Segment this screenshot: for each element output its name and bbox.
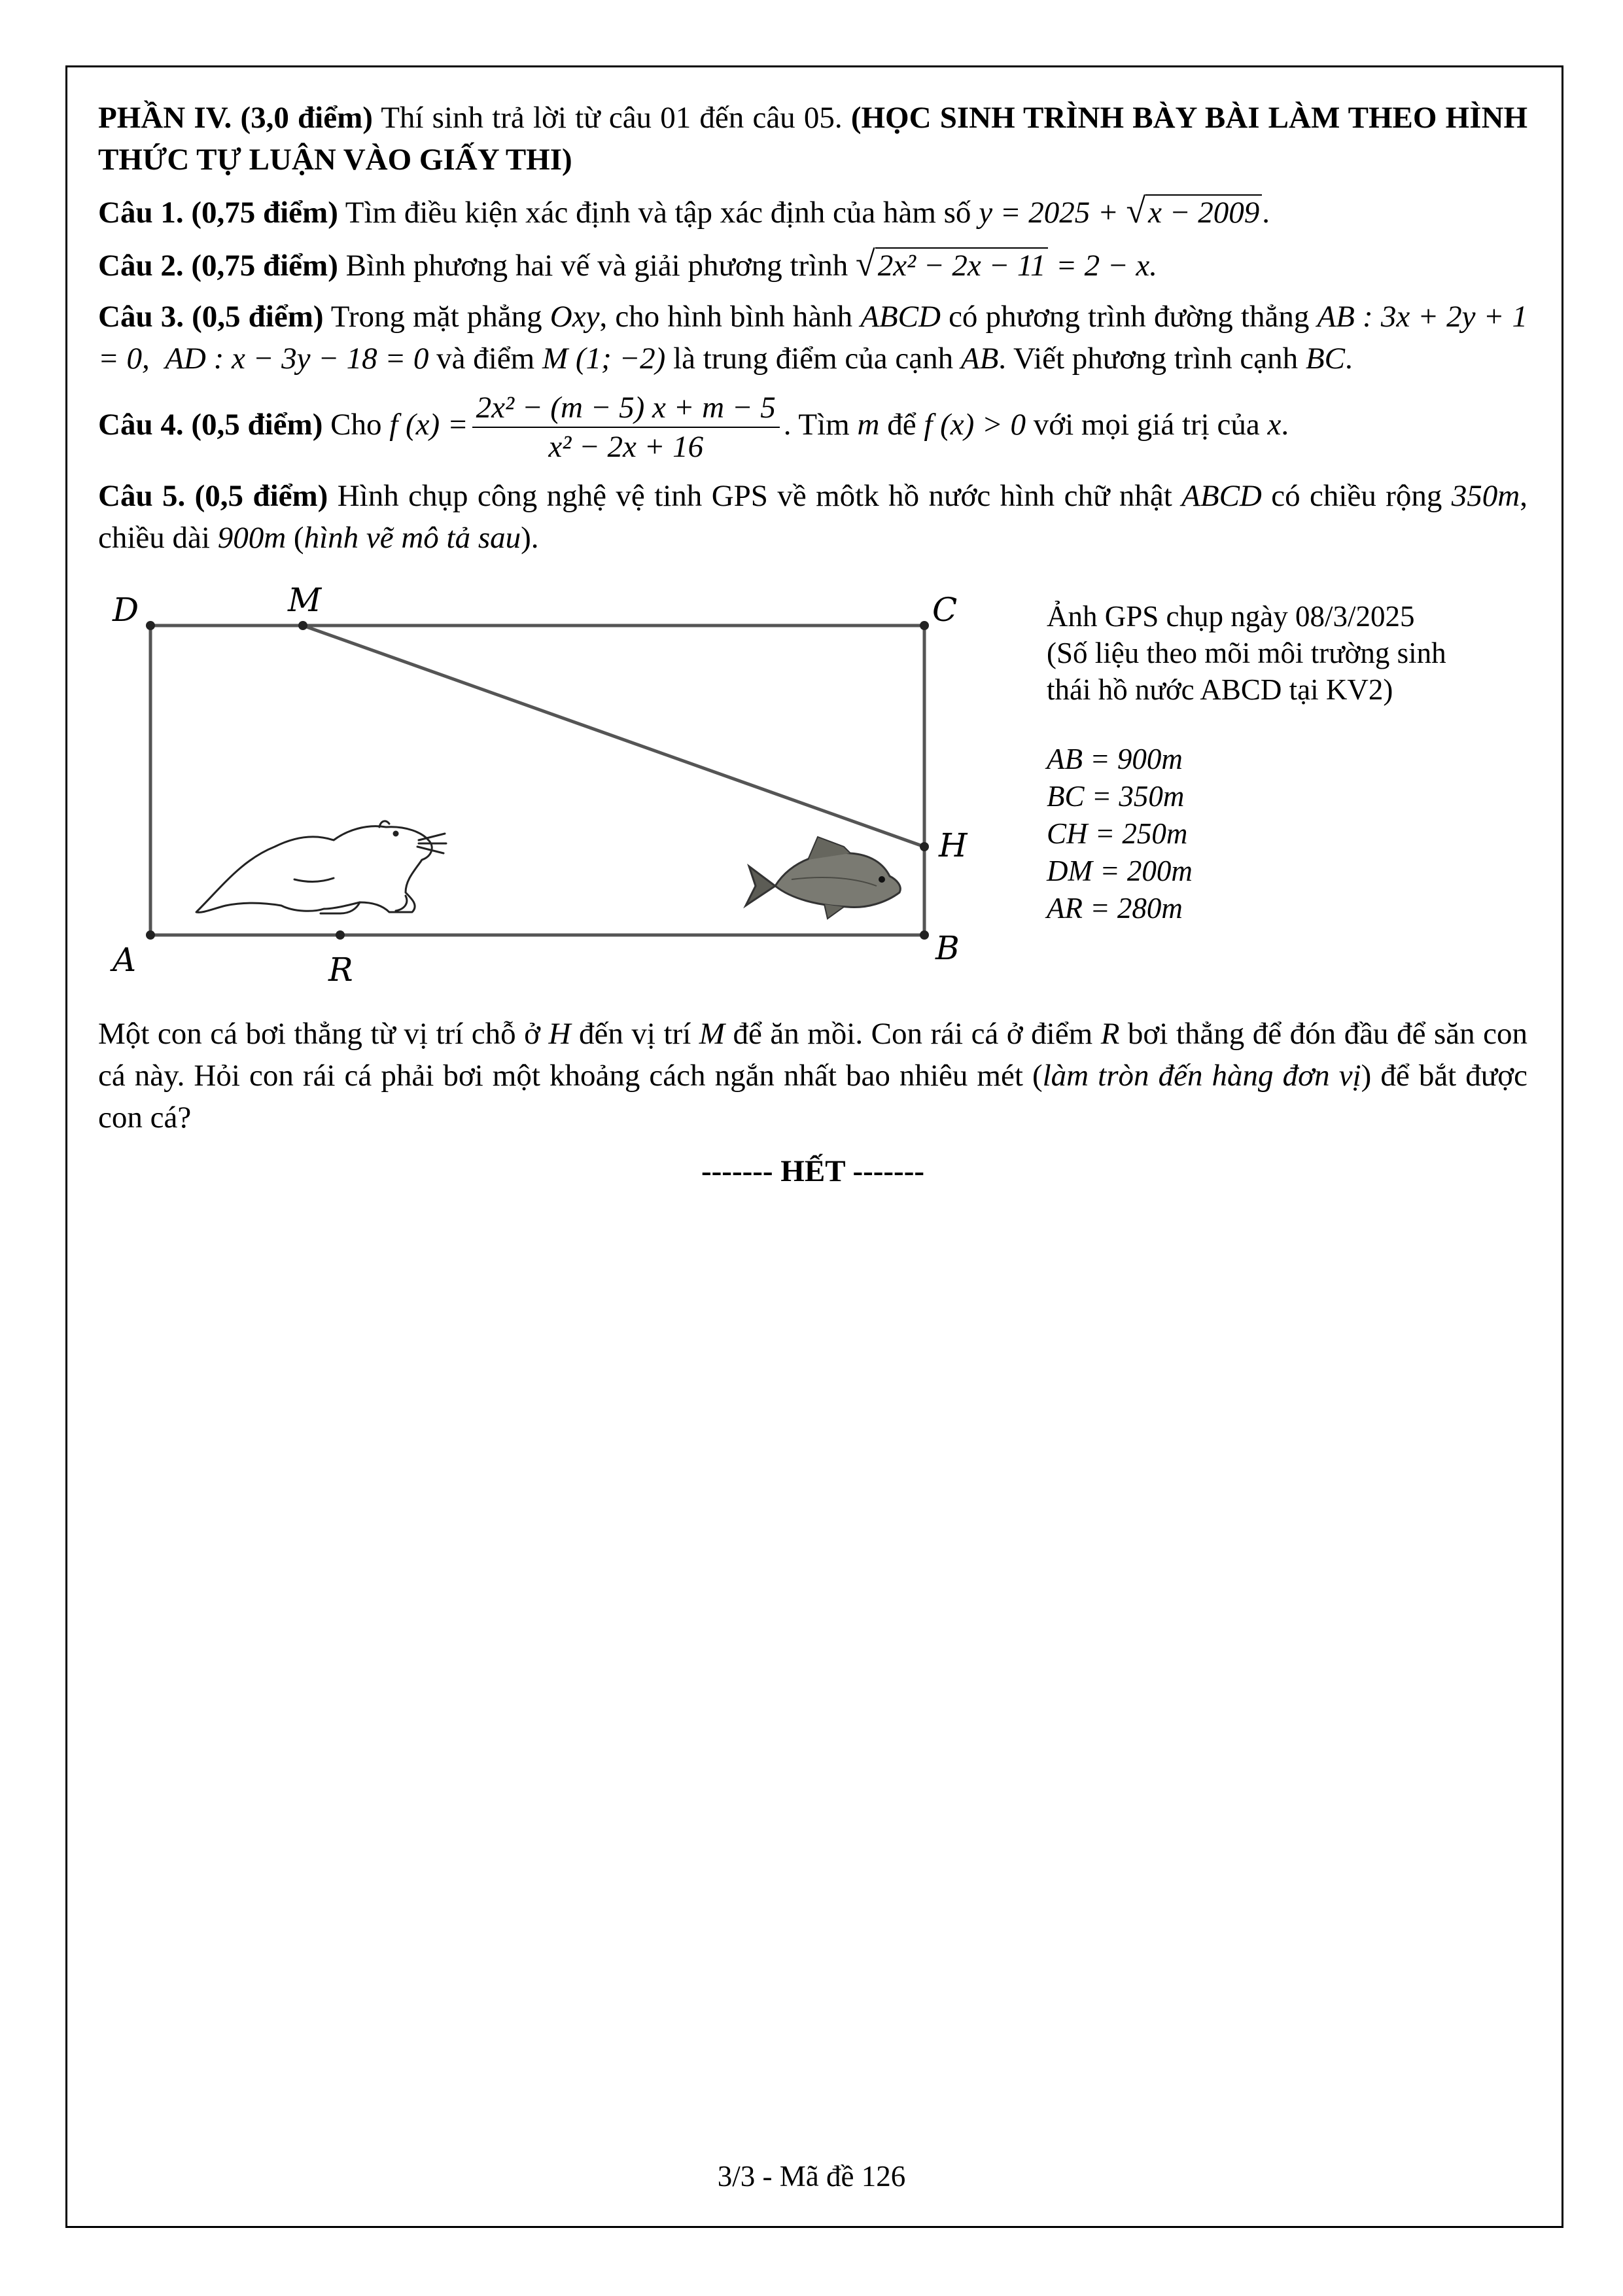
question-3-label: Câu 3. (0,5 điểm) [98,300,324,334]
part-note: (HỌC SINH TRÌNH BÀY BÀI LÀM THEO HÌNH THỨC TỰ LUẬN VÀO GIẤY THI) [98,101,1527,177]
q4-numerator: 2x² − (m − 5) x + m − 5 [472,389,780,428]
q5q-rounding: làm tròn đến hàng đơn vị [1042,1059,1361,1093]
q5q-h: H [548,1017,571,1051]
question-2-text: Bình phương hai vế và giải phương trình [338,249,856,283]
q5-t3: , chiều dài [98,479,1527,555]
question-4 [98,389,1527,466]
q5-t1: Hình chụp công nghệ vệ tinh GPS về môtk hồ nước hình chữ nhật [328,479,1182,513]
question-2-radicand: 2x² − 2x − 11 [875,247,1049,283]
label-m: M [288,581,322,619]
end-mark: ------- HẾT ------- [701,1154,925,1188]
question-2-label: Câu 2. (0,75 điểm) [98,249,338,283]
info-line-2: (Số liệu theo mõi môi trường sinh [1047,637,1446,669]
q4-end: . [1281,407,1289,442]
measure-bc: BC = 350m [1047,780,1185,813]
label-d: D [113,591,139,629]
q5q-r: R [1100,1017,1120,1051]
q3-point-m: M (1; −2) [542,342,666,376]
q4-inequality: f (x) > 0 [924,407,1026,442]
point-m [298,621,307,630]
question-2: Câu 2. (0,75 điểm) Bình phương hai vế và giải phương trình √2x² − 2x − 11 = 2 − x. [98,244,1157,283]
measure-ch: CH = 250m [1047,817,1188,850]
q5-t5: ). [521,521,539,555]
q4-t1: Cho [323,407,390,442]
question-1: Câu 1. (0,75 điểm) Tìm điều kiện xác định và tập xác định của hàm số y = 2025 + √x − 2009. [98,191,1270,230]
part-instruction: Thí sinh trả lời từ câu 01 đến câu 05. [372,101,851,135]
point-a [146,930,155,940]
q5-t2: có chiều rộng [1261,479,1452,513]
figure-info [1047,598,1531,927]
point-r [336,930,345,940]
q3-t1: Trong mặt phẳng [323,300,550,334]
q5q-t5: ) để bắt được con cá? [98,1059,1527,1135]
q5q-t1: Một con cá bơi thẳng từ vị trí chỗ ở [98,1017,549,1051]
q4-m: m [857,407,880,442]
question-5-body [98,1013,1527,1139]
q3-end: . [1344,342,1353,376]
q3-oxy: Oxy [550,300,600,334]
question-1-text: Tìm điều kiện xác định và tập xác định của hàm số [338,196,979,230]
q5q-m: M [699,1017,725,1051]
measure-ar: AR = 280m [1047,892,1183,925]
q4-t3: để [879,407,924,442]
label-h: H [939,826,968,864]
measure-dm: DM = 200m [1047,855,1193,887]
q3-t6: . Viết phương trình cạnh [998,342,1306,376]
q5q-t3: để ăn mồi. Con rái cá ở điểm [724,1017,1101,1051]
question-1-formula: y = 2025 + [979,196,1126,230]
question-5-label: Câu 5. (0,5 điểm) [98,479,328,513]
measurements-list [1047,741,1531,927]
exam-content [98,97,1527,1192]
part-heading [98,97,1527,181]
point-d [146,621,155,630]
figure-row [98,572,1527,1004]
measure-ab: AB = 900m [1047,743,1183,775]
q4-fraction [472,389,780,466]
info-line-1: Ảnh GPS chụp ngày 08/3/2025 [1047,600,1415,633]
q3-ab: AB [960,342,999,376]
otter-icon [196,821,446,913]
q5q-t4: bơi thẳng để đón đầu để săn con cá này. Hỏi con rái cá phải bơi một khoảng cách ngắn nhất bao nhiêu mét ( [98,1017,1527,1093]
q3-bc: BC [1305,342,1345,376]
q5-length: 900m [217,521,287,555]
page-footer: 3/3 - Mã đề 126 [717,2160,906,2193]
question-1-label: Câu 1. (0,75 điểm) [98,196,338,230]
label-b: B [935,929,960,967]
q4-denominator: x² − 2x + 16 [548,430,704,464]
point-h [920,842,929,851]
point-c [920,621,929,630]
info-line-3: thái hồ nước ABCD tại KV2) [1047,673,1393,706]
q4-x: x [1267,407,1282,442]
point-b [920,930,929,940]
q3-abcd: ABCD [860,300,941,334]
label-c: C [932,591,958,629]
q4-fx: f (x) = [389,407,468,442]
question-1-radicand: x − 2009 [1145,194,1262,230]
part-title: PHẦN IV. (3,0 điểm) [98,101,373,135]
q3-ab-equation: AB : 3x + 2y + 1 = 0, [98,300,1528,376]
fish-icon [746,837,900,919]
q3-t4: và điểm [428,342,542,376]
segment-mh [303,626,924,847]
q3-t3: có phương trình đường thẳng [940,300,1318,334]
question-5 [98,475,1527,559]
q3-t5: là trung điểm của cạnh [665,342,961,376]
question-4-label: Câu 4. (0,5 điểm) [98,407,323,442]
q5-figure-note: hình vẽ mô tả sau [304,521,521,555]
q4-t4: với mọi giá trị của [1026,407,1268,442]
question-3 [98,296,1527,380]
label-r: R [328,951,353,989]
q4-t2: . Tìm [783,407,858,442]
question-2-rhs: = 2 − x. [1048,249,1157,283]
q3-ad-equation: AD : x − 3y − 18 = 0 [165,342,429,376]
label-a: A [113,941,137,979]
q3-t2: , cho hình bình hành [599,300,861,334]
question-1-end: . [1262,196,1270,230]
q5-t4: ( [286,521,304,555]
q5-width: 350m [1451,479,1520,513]
q5-abcd: ABCD [1181,479,1262,513]
lake-diagram [98,572,981,1004]
q5q-t2: đến vị trí [570,1017,699,1051]
